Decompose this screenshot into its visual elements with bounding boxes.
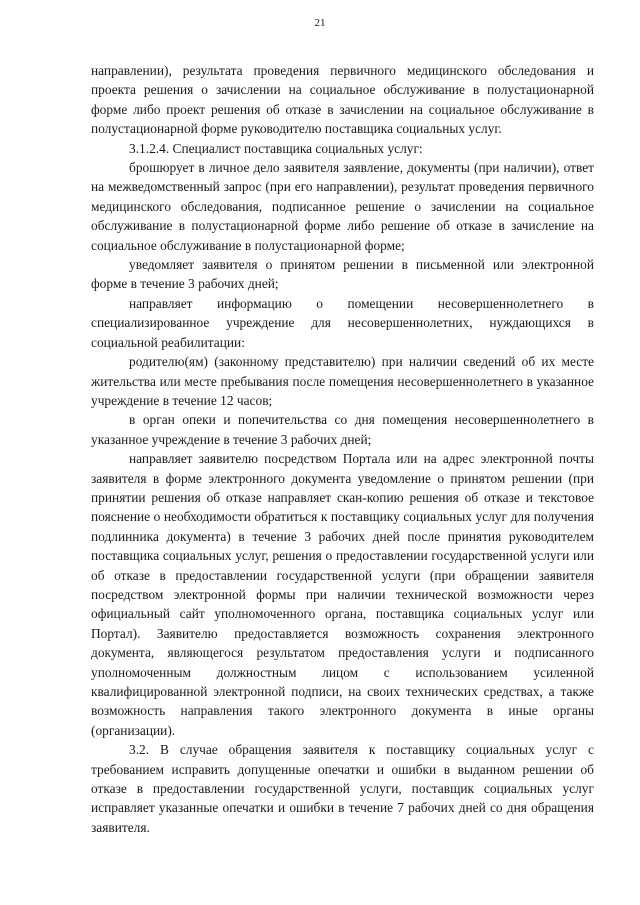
paragraph-section-3-1-2-4: 3.1.2.4. Специалист поставщика социальных услуг: bbox=[129, 140, 423, 156]
paragraph-portal-notification: направляет заявителю посредством Портала или на адрес электронной почты заявителя в форме электронного документа уведомление о принятом решении (при принятии решения об отказе направляет скан-копию решения об отказе и текстовое пояснение о необходимости обратиться к поставщику социальных услуг для получения подлинника документа) в течение 3 рабочих дней после принятия руководителем поставщика социальных услуг, решения о предоставлении государственной услуги или об отказе в предоставлении государственной услуги (при обращении заявителя посредством электронной формы при наличии технической возможности через официальный сайт уполномоченного органа, поставщика социальных услуг или Портал). Заявителю предоставляется возможность сохранения электронного документа, являющегося результатом предоставления услуги и подписанного уполномоченным должностным лицом с использованием усиленной квалифицированной электронной подписи, на своих технических средствах, а также возможность направления такого электронного документа в иные органы (организации). bbox=[91, 451, 594, 738]
paragraph-continuation: направлении), результата проведения первичного медицинского обследования и проекта решения о зачислении на социальное обслуживание в полустационарной форме либо проект решения об отказе в зачислении на социальное обслуживание в полустационарной форме руководителю поставщика социальных услуг. bbox=[91, 63, 594, 137]
paragraph-notify-applicant: уведомляет заявителя о принятом решении в письменной или электронной форме в течение 3 рабочих дней; bbox=[91, 257, 594, 292]
paragraph-send-info-minor: направляет информацию о помещении несовершеннолетнего в специализированное учреждение для несовершеннолетних, нуждающихся в социальной реабилитации: bbox=[91, 295, 594, 350]
paragraph-to-guardianship: в орган опеки и попечительства со дня помещения несовершеннолетнего в указанное учреждение в течение 3 рабочих дней; bbox=[91, 412, 594, 447]
document-body bbox=[91, 61, 594, 837]
paragraph-section-3-2: 3.2. В случае обращения заявителя к поставщику социальных услуг с требованием исправить допущенные опечатки и ошибки в выданном решении об отказе в предоставлении государственной услуги, поставщик социальных услуг исправляет указанные опечатки и ошибки в течение 7 рабочих дней со дня обращения заявителя. bbox=[91, 742, 594, 835]
paragraph-to-parents: родителю(ям) (законному представителю) при наличии сведений об их месте жительства или месте пребывания после помещения несовершеннолетнего в указанное учреждение в течение 12 часов; bbox=[91, 354, 594, 408]
page-number: 21 bbox=[314, 17, 326, 29]
paragraph-file-documents: брошюрует в личное дело заявителя заявление, документы (при наличии), ответ на межведомственный запрос (при его направлении), результат проведения первичного медицинского обследования, подписанное решение о зачислении на социальное обслуживание в полустационарной форме либо решение об отказе в зачисление на социальное обслуживание в полустационарной форме; bbox=[91, 160, 594, 253]
